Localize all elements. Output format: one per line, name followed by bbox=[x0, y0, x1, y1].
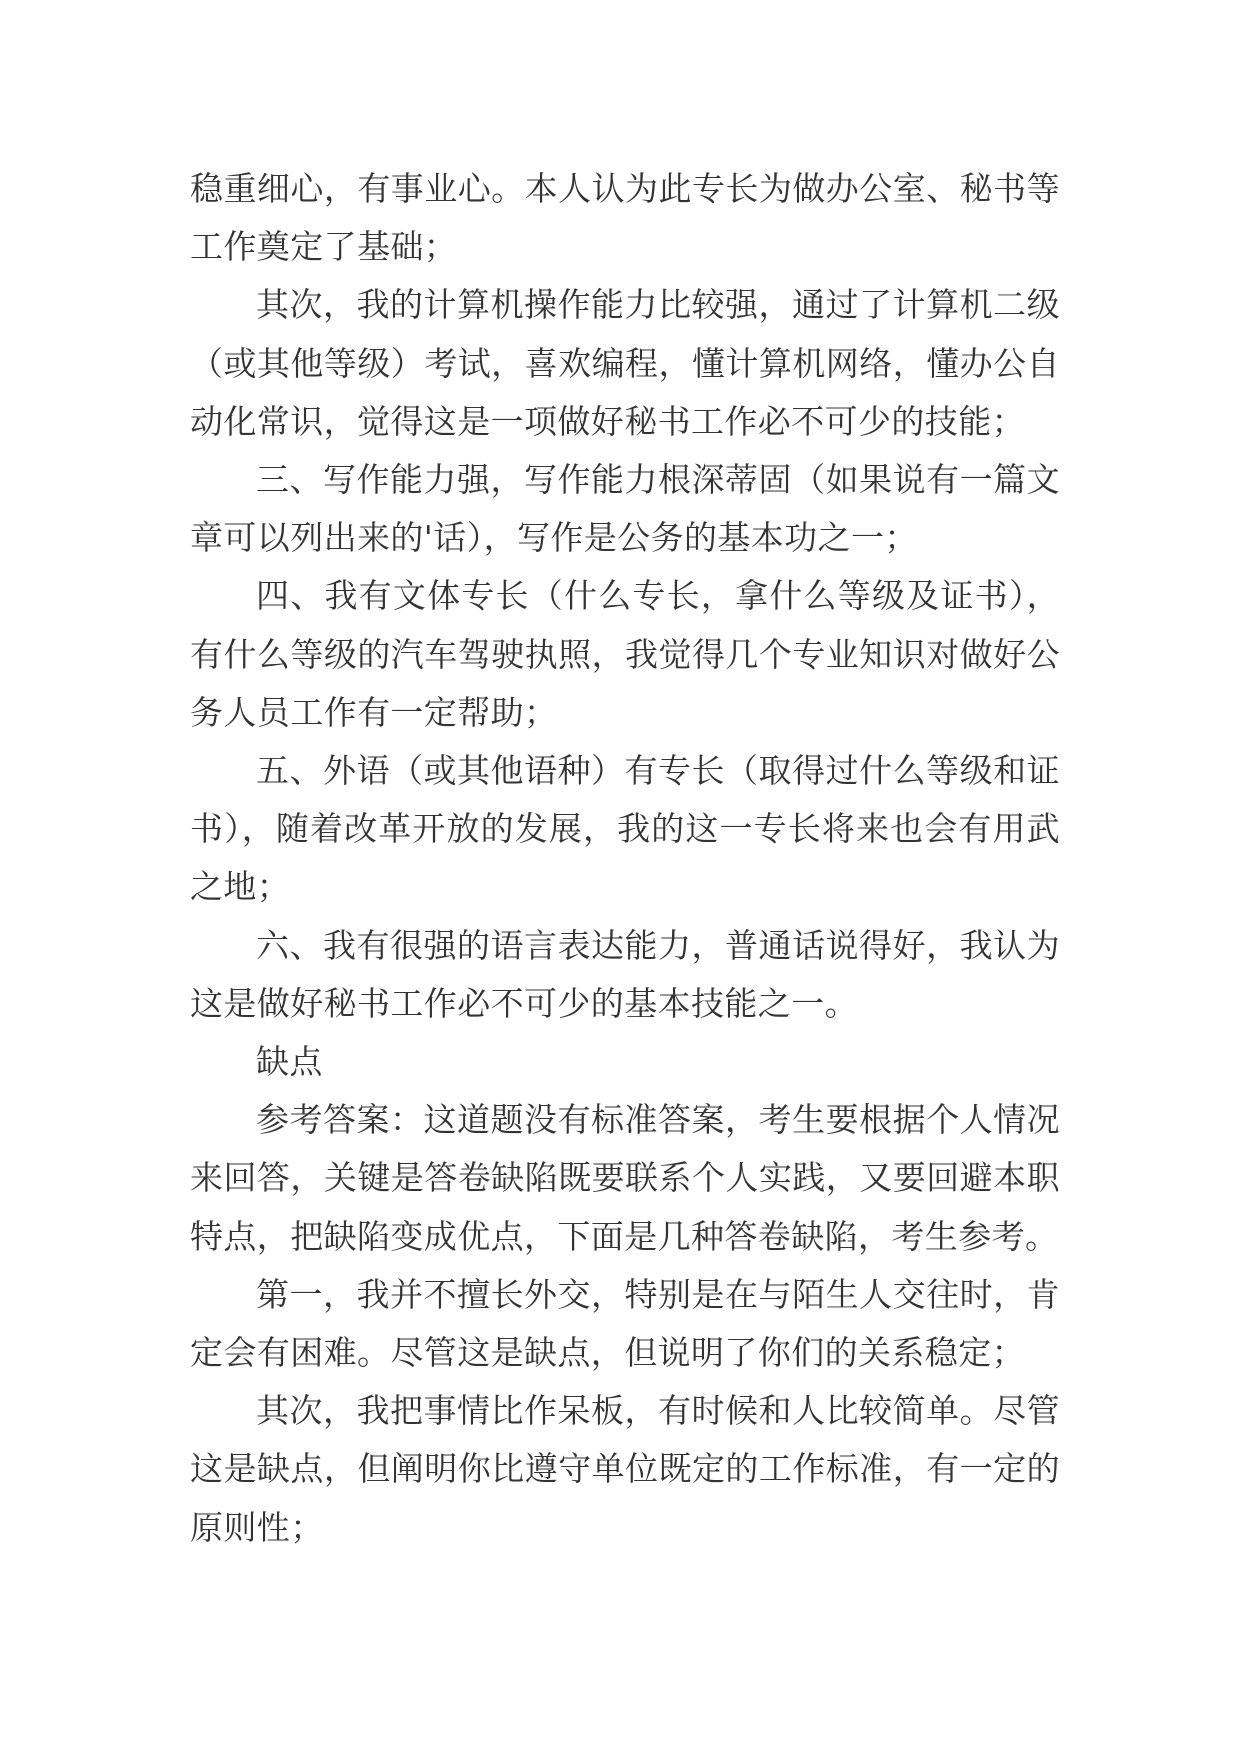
paragraph-weakness-second: 其次，我把事情比作呆板，有时候和人比较简单。尽管这是缺点，但阐明你比遵守单位既定的工作标准，有一定的原则性； bbox=[190, 1391, 1060, 1547]
paragraph-sports-arts: 四、我有文体专长（什么专长，拿什么等级及证书），有什么等级的汽车驾驶执照，我觉得几个专业知识对做好公务人员工作有一定帮助； bbox=[190, 576, 1060, 732]
paragraph-computer-skills: 其次，我的计算机操作能力比较强，通过了计算机二级（或其他等级）考试，喜欢编程，懂计算机网络，懂办公自动化常识，觉得这是一项做好秘书工作必不可少的技能； bbox=[190, 285, 1060, 441]
paragraph-weakness-first: 第一，我并不擅长外交，特别是在与陌生人交往时，肯定会有困难。尽管这是缺点，但说明了你们的关系稳定； bbox=[190, 1274, 1060, 1373]
document-body bbox=[190, 160, 1060, 1557]
paragraph-foreign-language: 五、外语（或其他语种）有专长（取得过什么等级和证书），随着改革开放的发展，我的这一专长将来也会有用武之地； bbox=[190, 751, 1060, 907]
section-heading-weaknesses: 缺点 bbox=[256, 1042, 323, 1082]
paragraph-expression: 六、我有很强的语言表达能力，普通话说得好，我认为这是做好秘书工作必不可少的基本技能之一。 bbox=[190, 925, 1060, 1023]
paragraph-reference-answer: 参考答案：这道题没有标准答案，考生要根据个人情况来回答，关键是答卷缺陷既要联系个人实践，又要回避本职特点，把缺陷变成优点，下面是几种答卷缺陷，考生参考。 bbox=[190, 1100, 1060, 1256]
paragraph-writing-skills: 三、写作能力强，写作能力根深蒂固（如果说有一篇文章可以列出来的'话），写作是公务的基本功之一； bbox=[190, 460, 1060, 558]
paragraph-continuation: 稳重细心，有事业心。本人认为此专长为做办公室、秘书等工作奠定了基础； bbox=[190, 169, 1060, 267]
